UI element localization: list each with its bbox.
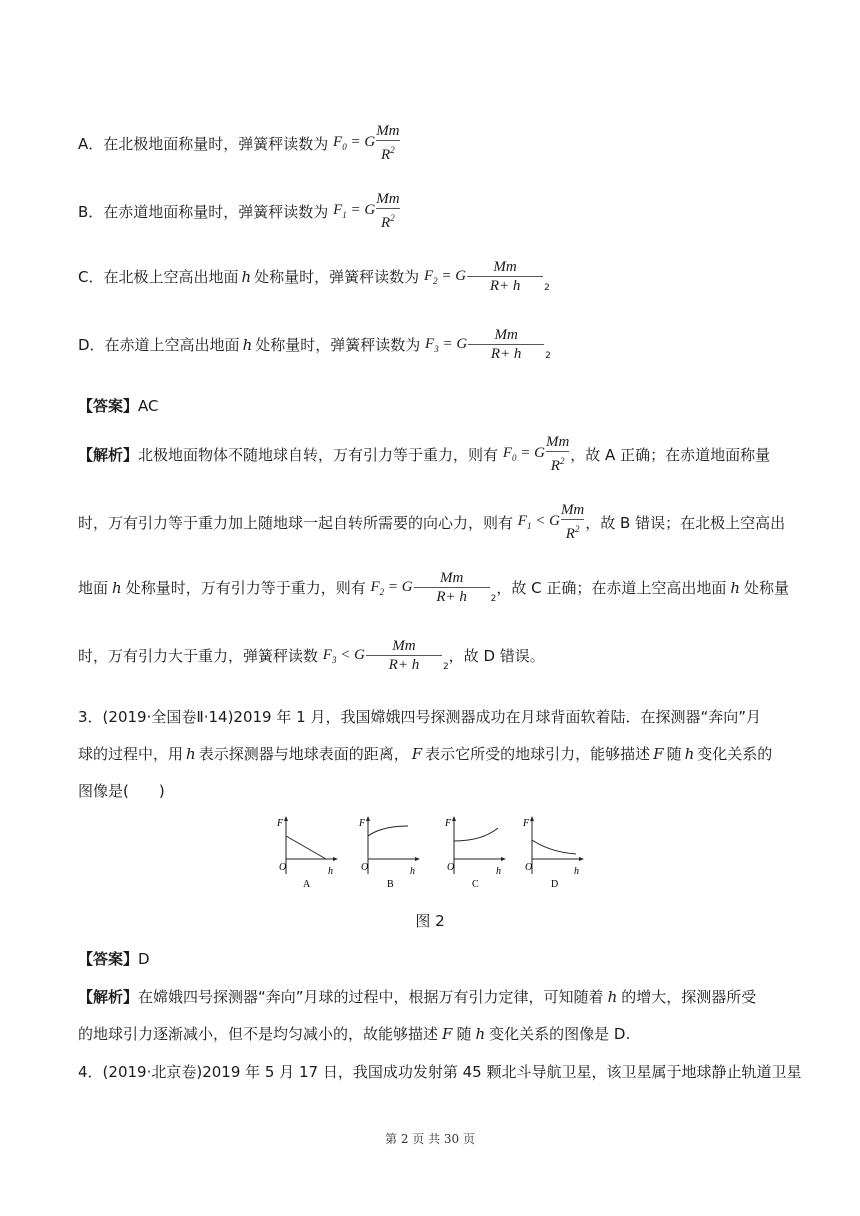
explanation-q2-line1: 【解析】 北极地面物体不随地球自转，万有引力等于重力，则有 $F_0 = G$ $\frac{Mm}{R^2}$ ，故 A 正确；在赤道地面称量 [78, 434, 771, 474]
fraction: $\frac{Mm}{R^2}$ [545, 434, 570, 474]
question-4-line1: 4．(2019·北京卷)2019 年 5 月 17 日，我国成功发射第 45 颗北斗导航卫星，该卫星属于地球静止轨道卫星 [78, 1063, 802, 1081]
fraction: $\frac{Mm}{R^2}$ [376, 123, 400, 163]
fraction: $\frac{Mm}{R+ h}$ [468, 326, 544, 363]
explanation-q3-line1: 【解析】 在嫦娥四号探测器“奔向”月球的过程中，根据万有引力定律，可知随着 h 的增大，探测器所受 [78, 987, 757, 1006]
svg-text:h: h [410, 866, 415, 877]
option-d: D．在赤道上空高出地面 h 处称量时，弹簧秤读数为 $F_3 = G$ $\frac{Mm}{R+ h}$ 2 [78, 327, 551, 362]
svg-text:F: F [523, 818, 530, 829]
fraction: $\frac{Mm}{R^2}$ [560, 502, 585, 542]
formula-f3: $F_3 = G$ [425, 335, 468, 354]
graph-c [444, 816, 506, 890]
fraction: $\frac{Mm}{R+ h}$ [366, 637, 442, 674]
fraction: $\frac{Mm}{R+ h}$ [467, 258, 543, 295]
option-b: B．在赤道地面称量时，弹簧秤读数为 $F_1 = G$ $\frac{Mm}{R^2}$ [78, 191, 400, 231]
question-3-line1: 3．(2019·全国卷Ⅱ·14)2019 年 1 月，我国嫦娥四号探测器成功在月球背面软着陆．在探测器“奔向”月 [78, 708, 761, 726]
graph-b [358, 816, 420, 890]
explanation-q2-line3: 地面 h 处称量时，万有引力等于重力，则有 $F_2 = G$ $\frac{Mm}{R+ h}$ 2 ，故 C 正确；在赤道上空高出地面 h 处称量 [78, 570, 790, 605]
svg-text:h: h [496, 866, 501, 877]
formula-f0: $F_0 = G$ [333, 134, 376, 152]
svg-text:O: O [279, 862, 287, 873]
graph-d [522, 816, 584, 890]
svg-text:h: h [574, 866, 579, 877]
svg-text:O: O [525, 862, 533, 873]
svg-text:B: B [387, 879, 394, 890]
question-3-line2: 球的过程中，用 h 表示探测器与地球表面的距离， F 表示它所受的地球引力，能够描述 F 随 h 变化关系的 [78, 744, 773, 763]
svg-text:h: h [328, 866, 333, 877]
svg-text:C: C [472, 879, 479, 890]
answer-q3: 【答案】 D [78, 949, 150, 968]
svg-text:F: F [277, 818, 284, 829]
svg-text:O: O [361, 862, 369, 873]
formula-f2: $F_2 = G$ [423, 267, 467, 286]
graph-a [276, 816, 338, 890]
svg-text:F: F [445, 818, 452, 829]
graph-options [270, 814, 590, 890]
explanation-q2-line2: 时，万有引力等于重力加上随地球一起自转所需要的向心力，则有 $F_1 < G$ $\frac{Mm}{R^2}$ ，故 B 错误；在北极上空高出 [78, 502, 786, 542]
svg-text:O: O [447, 862, 455, 873]
svg-text:D: D [551, 879, 559, 890]
fraction: $\frac{Mm}{R+ h}$ [414, 569, 490, 606]
option-c: C．在北极上空高出地面 h 处称量时，弹簧秤读数为 $F_2 = G$ $\frac{Mm}{R+ h}$ 2 [78, 259, 550, 294]
answer-q2: 【答案】 AC [78, 396, 159, 415]
formula-f1: $F_1 = G$ [333, 202, 376, 220]
svg-text:F: F [359, 818, 366, 829]
fraction: $\frac{Mm}{R^2}$ [376, 191, 400, 231]
option-a: A．在北极地面称量时，弹簧秤读数为 $F_0 = G$ $\frac{Mm}{R^2}$ [78, 123, 400, 163]
page-footer: 第 2 页 共 30 页 [385, 1132, 475, 1146]
figure-caption: 图 2 [415, 912, 445, 930]
svg-text:A: A [303, 879, 311, 890]
explanation-q3-line2: 的地球引力逐渐减小，但不是均匀减小的，故能够描述 F 随 h 变化关系的图像是 D. [78, 1024, 631, 1043]
question-3-line3: 图像是( ) [78, 782, 165, 800]
explanation-q2-line4: 时，万有引力大于重力，弹簧秤读数 $F_3 < G$ $\frac{Mm}{R+ h}$ 2 ，故 D 错误。 [78, 638, 545, 673]
